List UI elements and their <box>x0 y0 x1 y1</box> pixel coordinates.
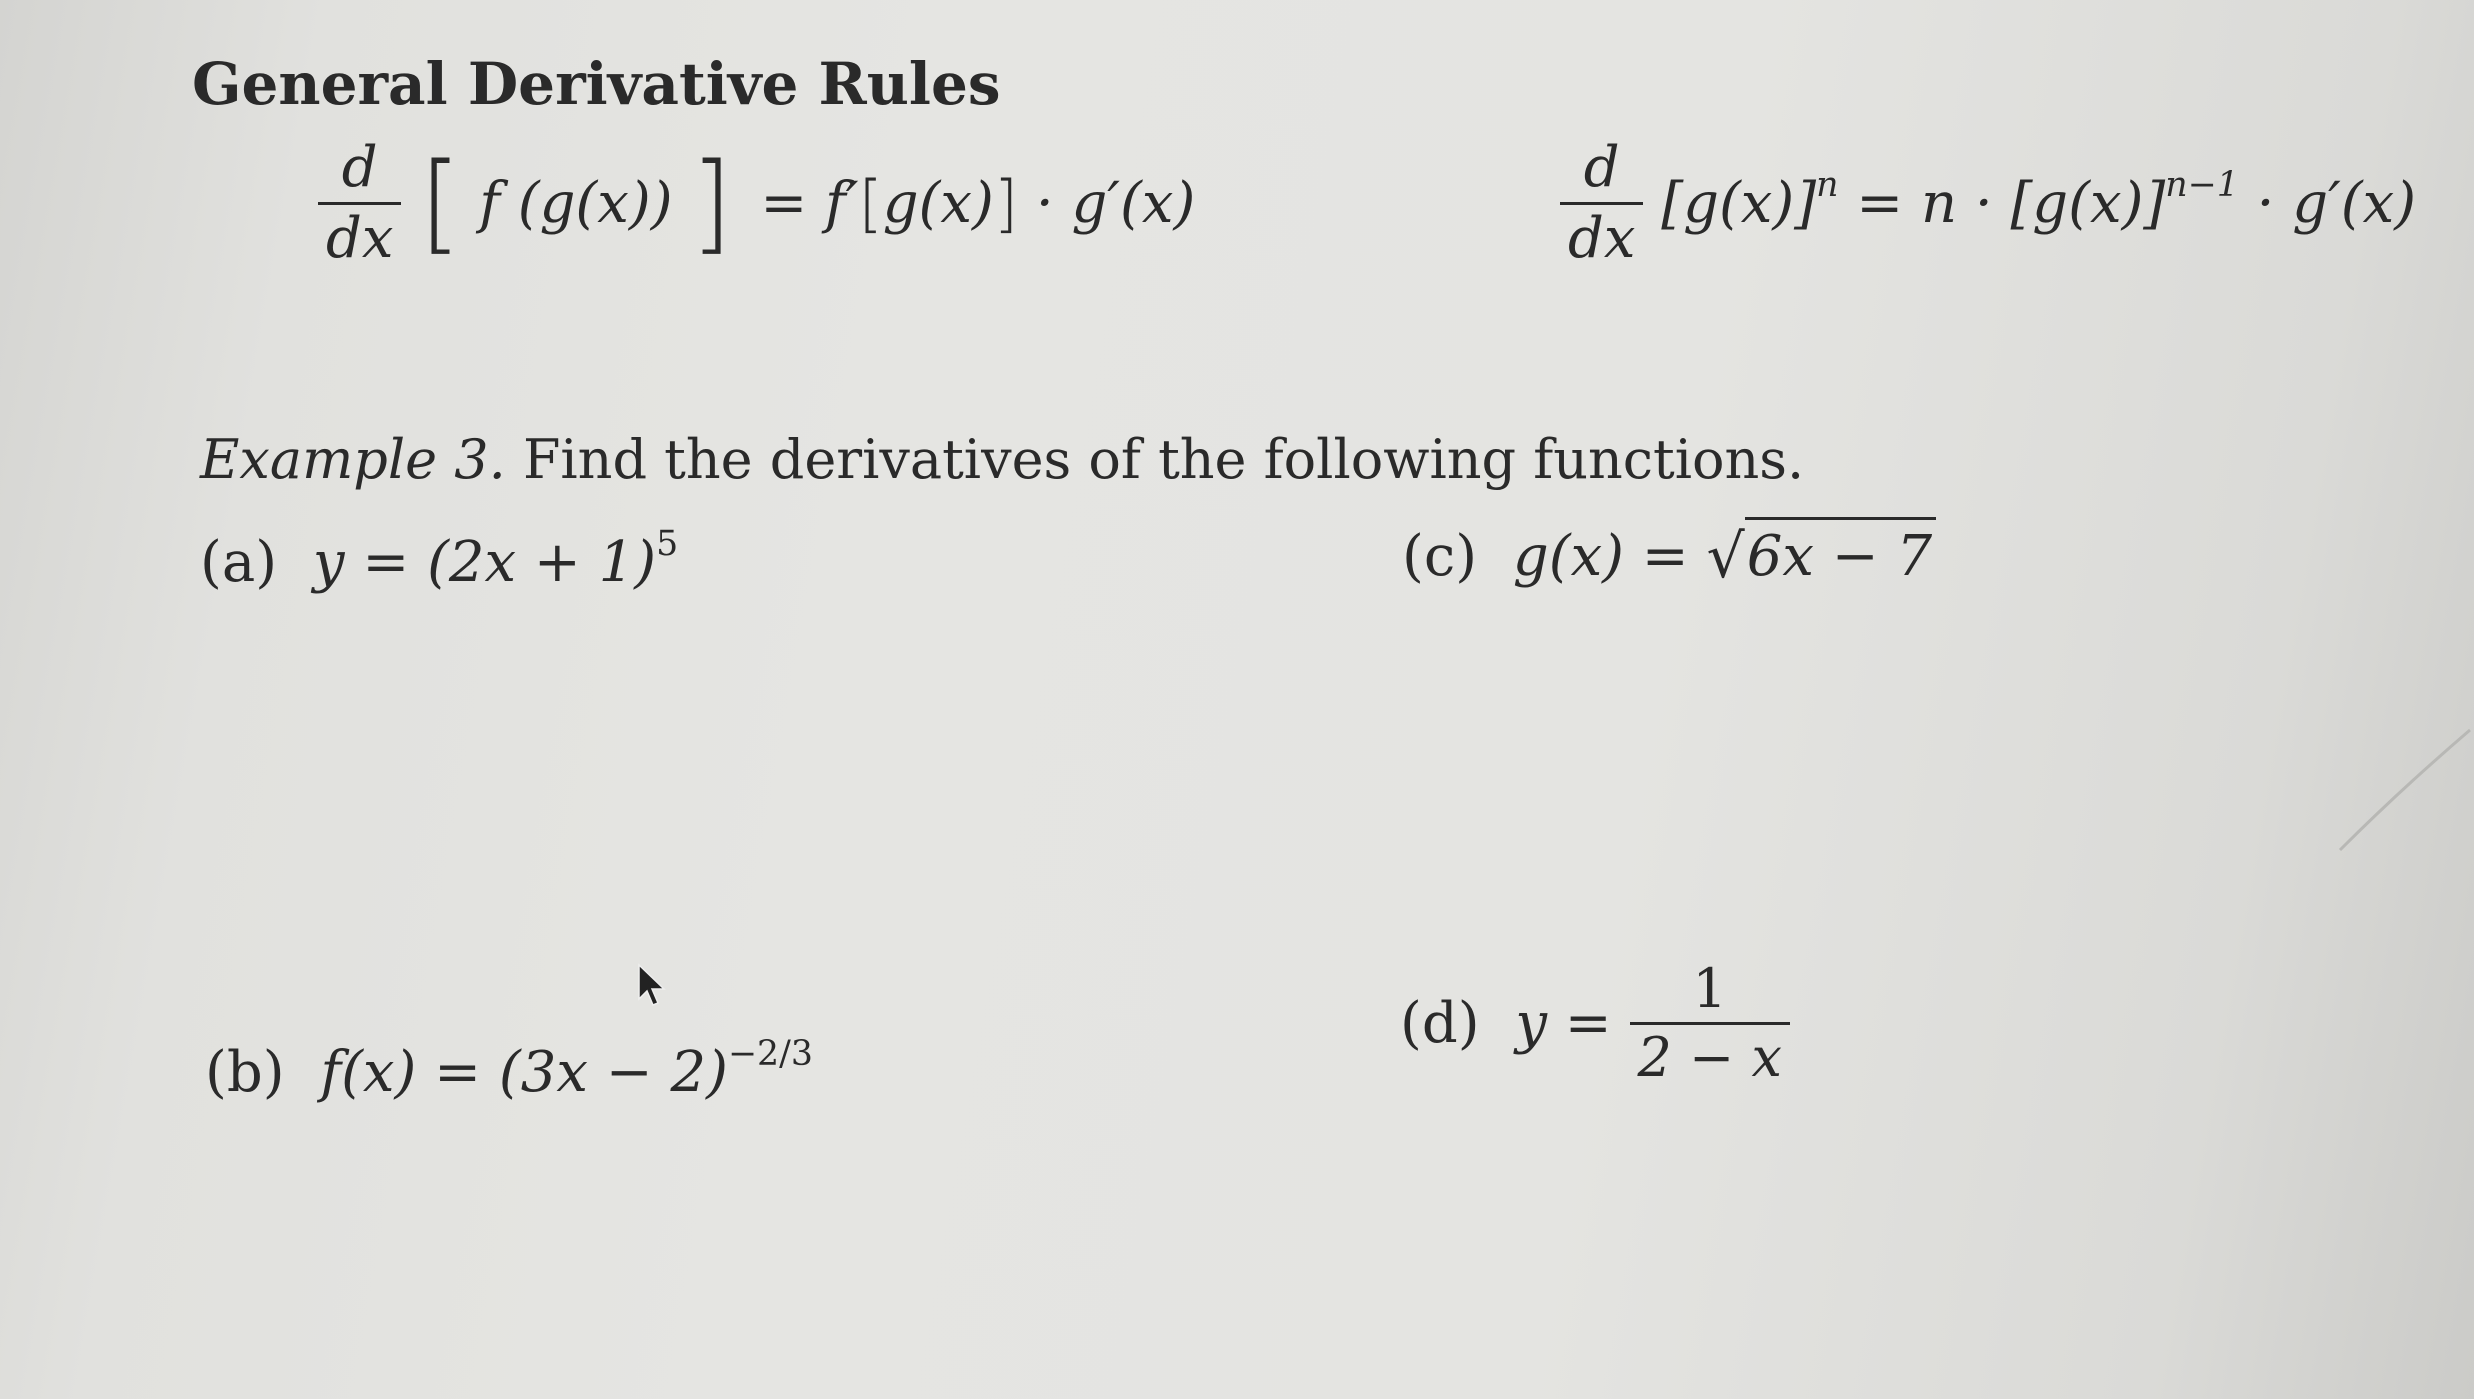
problem-d-expr: y = <box>1515 991 1612 1056</box>
chain-rule-rhs-lbracket: [ <box>858 167 883 240</box>
problem-d-fraction: $\frac{1}{2 - x}$ <box>1630 962 1790 1085</box>
problem-a-expr: y = (2x + 1) <box>312 530 657 595</box>
power-rule-tail: · g′(x) <box>2256 171 2417 236</box>
chain-rule-rhs-rbracket: ] <box>993 167 1019 240</box>
problem-b-label: (b) <box>205 1040 285 1105</box>
problem-c-label: (c) <box>1402 524 1478 589</box>
problem-c <box>1402 522 1936 592</box>
chain-rule-rhs-g: g(x) <box>882 171 994 236</box>
problem-b-exponent: −2/3 <box>727 1033 813 1074</box>
mouse-cursor-icon <box>636 963 670 1013</box>
problem-a <box>200 523 679 595</box>
chain-rule-right-bracket: ] <box>690 140 733 266</box>
page-title: General Derivative Rules <box>192 50 1001 118</box>
example-text: Find the derivatives of the following functions. <box>522 428 1805 491</box>
chain-rule-left-bracket: [ <box>419 140 462 266</box>
power-rule-d-dx: $\frac{d}{dx}$ <box>1560 140 1643 267</box>
example-statement <box>200 428 1804 491</box>
power-rule-base: $[g(x)]^n$ <box>1661 164 1839 236</box>
problem-a-exponent: 5 <box>656 523 679 564</box>
power-rule-rhs: = $n \cdot [g(x)]^{n-1}$ <box>1856 164 2239 236</box>
problem-a-label: (a) <box>200 530 278 595</box>
problem-b-expr: f(x) = (3x − 2) <box>320 1040 728 1105</box>
power-rule-formula <box>1560 135 2417 271</box>
chain-rule-d-dx: $\frac{d}{dx}$ <box>318 140 401 267</box>
problem-d-label: (d) <box>1400 991 1480 1056</box>
pencil-mark <box>2330 700 2474 860</box>
problem-c-radicand: 6x − 7 <box>1745 517 1936 589</box>
chain-rule-inner: f (g(x)) <box>479 171 673 236</box>
chain-rule-rhs-tail: · g′(x) <box>1035 171 1196 236</box>
chain-rule-rhs-f: = f′ <box>760 171 859 236</box>
example-label: Example 3. <box>200 428 506 491</box>
problem-d <box>1400 957 1790 1089</box>
problem-c-expr: g(x) = <box>1512 524 1689 589</box>
chain-rule-formula <box>318 135 1196 271</box>
sqrt-icon: √ <box>1706 522 1745 592</box>
problem-b <box>205 1033 813 1105</box>
